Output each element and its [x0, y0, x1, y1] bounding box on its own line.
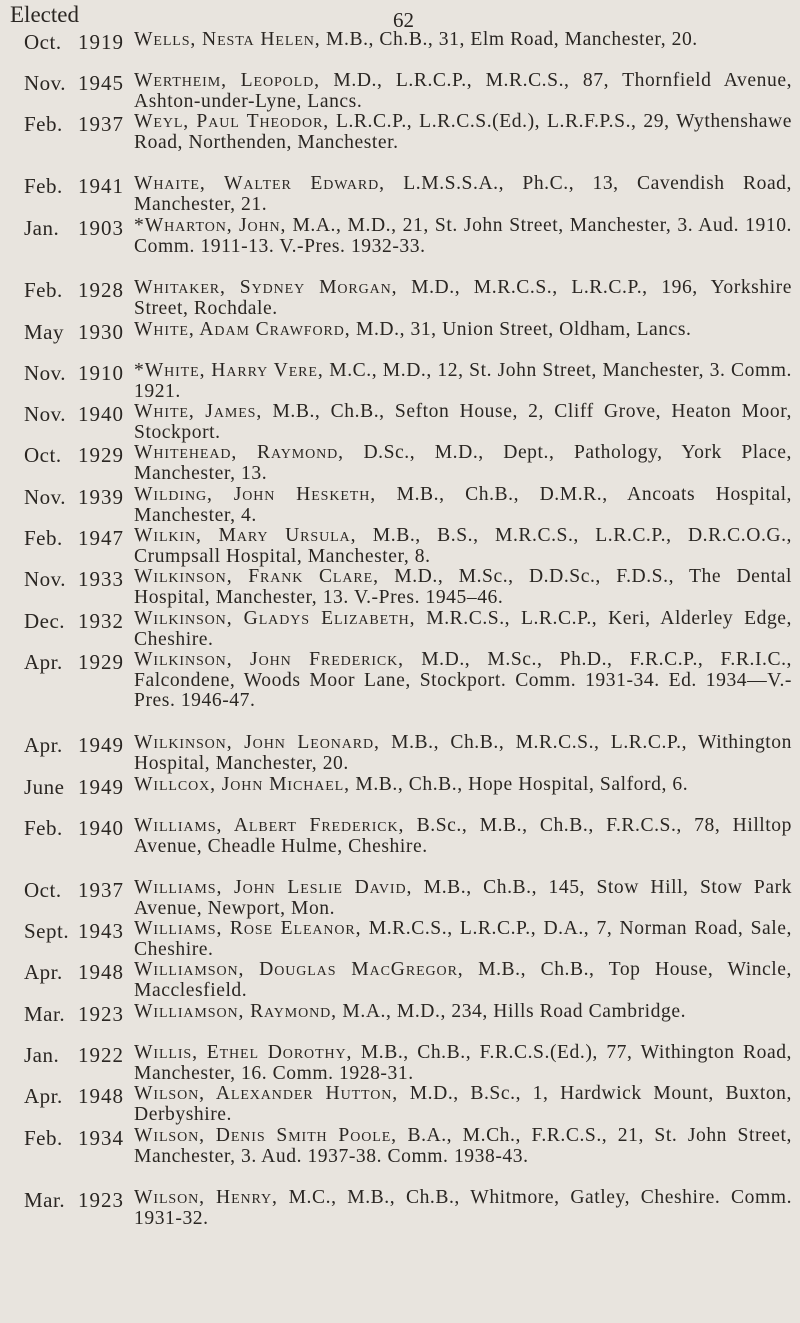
member-qualifications-address: B.Sc., M.B., Ch.B., F.R.C.S., 78, Hilltop Avenue, Cheadle Hulme, Cheshire. [134, 815, 792, 857]
elected-year: 1929 [78, 650, 124, 674]
member-qualifications-address: M.R.C.S., L.R.C.P., Keri, Alderley Edge, Cheshire. [134, 608, 792, 650]
member-details [134, 71, 792, 112]
member-name: Williams, Rose Eleanor, [134, 918, 362, 939]
elected-year: 1928 [78, 278, 124, 302]
elected-month: Nov. [24, 361, 67, 385]
elected-year: 1933 [78, 567, 124, 591]
elected-year: 1910 [78, 361, 124, 385]
member-qualifications-address: M.R.C.S., L.R.C.P., D.A., 7, Norman Road, Sale, Cheshire. [134, 918, 792, 960]
elected-year: 1939 [78, 485, 124, 509]
member-name: Williamson, Raymond, [134, 1001, 337, 1022]
member-name: Williamson, Douglas MacGregor, [134, 959, 464, 980]
member-name: Willis, Ethel Dorothy, [134, 1042, 353, 1063]
member-details [134, 567, 792, 608]
elected-month: Feb. [24, 526, 63, 550]
member-name: *Wharton, John, [134, 215, 287, 236]
elected-month: Apr. [24, 650, 63, 674]
member-name: Wells, Nesta Helen, [134, 29, 321, 50]
elected-month: Mar. [24, 1188, 66, 1212]
elected-month: Sept. [24, 919, 70, 943]
member-details [134, 485, 792, 526]
elected-year: 1934 [78, 1126, 124, 1150]
elected-year: 1923 [78, 1002, 124, 1026]
member-qualifications-address: L.M.S.S.A., Ph.C., 13, Cavendish Road, Manchester, 21. [134, 173, 792, 215]
member-details [134, 775, 792, 796]
member-name: Wilson, Alexander Hutton, [134, 1083, 399, 1104]
elected-year: 1919 [78, 30, 124, 54]
elected-year: 1945 [78, 71, 124, 95]
elected-year: 1903 [78, 216, 124, 240]
member-details [134, 919, 792, 960]
member-qualifications-address: M.B., Ch.B., F.R.C.S.(Ed.), 77, Withington Road, Manchester, 16. Comm. 1928-31. [134, 1042, 793, 1084]
elected-month: Feb. [24, 174, 63, 198]
member-name: Wilkinson, Gladys Elizabeth, [134, 608, 416, 629]
member-details [134, 1002, 792, 1023]
member-details [134, 650, 792, 712]
member-details [134, 361, 792, 402]
elected-year: 1947 [78, 526, 124, 550]
elected-year: 1943 [78, 919, 124, 943]
member-name: Wilding, John Hesketh, [134, 484, 377, 505]
member-name: Wilkin, Mary Ursula, [134, 525, 357, 546]
elected-month: Oct. [24, 878, 62, 902]
member-qualifications-address: M.A., M.D., 21, St. John Street, Manchester, 3. Aud. 1910. Comm. 1911-13. V.-Pres. 1932-33. [134, 215, 792, 257]
elected-year: 1948 [78, 960, 124, 984]
member-qualifications-address: L.R.C.P., L.R.C.S.(Ed.), L.R.F.P.S., 29, Wythenshawe Road, Northenden, Manchester. [134, 111, 792, 153]
member-name: White, Adam Crawford, [134, 319, 351, 340]
member-details [134, 878, 792, 919]
elected-year: 1937 [78, 112, 124, 136]
member-details [134, 443, 792, 484]
elected-column-heading: Elected [10, 2, 79, 27]
elected-month: Feb. [24, 112, 63, 136]
elected-month: Dec. [24, 609, 66, 633]
member-details [134, 112, 792, 153]
elected-month: Oct. [24, 30, 62, 54]
member-qualifications-address: M.C., M.D., 12, St. John Street, Manchester, 3. Comm. 1921. [134, 360, 793, 402]
elected-month: Apr. [24, 733, 63, 757]
member-name: White, James, [134, 401, 263, 422]
member-name: Wilson, Henry, [134, 1187, 278, 1208]
elected-year: 1929 [78, 443, 124, 467]
elected-year: 1948 [78, 1084, 124, 1108]
member-qualifications-address: M.B., Ch.B., M.R.C.S., L.R.C.P., Withington Hospital, Manchester, 20. [134, 732, 792, 774]
elected-year: 1930 [78, 320, 124, 344]
elected-year: 1941 [78, 174, 124, 198]
elected-month: Jan. [24, 216, 60, 240]
elected-year: 1922 [78, 1043, 124, 1067]
member-qualifications-address: M.D., M.R.C.S., L.R.C.P., 196, Yorkshire Street, Rochdale. [134, 277, 793, 319]
elected-month: May [24, 320, 64, 344]
member-name: Willcox, John Michael, [134, 774, 350, 795]
member-qualifications-address: M.B., Ch.B., 31, Elm Road, Manchester, 20. [326, 29, 698, 50]
member-qualifications-address: M.B., Ch.B., Top House, Wincle, Macclesfield. [134, 959, 792, 1001]
member-name: Weyl, Paul Theodor, [134, 111, 330, 132]
member-details [134, 174, 792, 215]
elected-month: Feb. [24, 1126, 63, 1150]
member-name: Wilkinson, John Leonard, [134, 732, 380, 753]
member-details [134, 30, 792, 51]
elected-month: Oct. [24, 443, 62, 467]
member-details [134, 216, 792, 257]
elected-year: 1949 [78, 775, 124, 799]
member-qualifications-address: M.B., Ch.B., Hope Hospital, Salford, 6. [355, 774, 689, 795]
member-name: Williams, Albert Frederick, [134, 815, 405, 836]
member-name: Wilkinson, John Frederick, [134, 649, 404, 670]
elected-month: Mar. [24, 1002, 66, 1026]
member-qualifications-address: M.D., L.R.C.P., M.R.C.S., 87, Thornfield Avenue, Ashton-under-Lyne, Lancs. [134, 70, 793, 112]
member-details [134, 526, 792, 567]
elected-month: Nov. [24, 567, 67, 591]
member-qualifications-address: B.A., M.Ch., F.R.C.S., 21, St. John Street, Manchester, 3. Aud. 1937-38. Comm. 1938-43. [134, 1125, 792, 1167]
member-name: Whitehead, Raymond, [134, 442, 344, 463]
elected-year: 1949 [78, 733, 124, 757]
member-details [134, 1043, 792, 1084]
member-details [134, 320, 792, 341]
member-name: Wilkinson, Frank Clare, [134, 566, 379, 587]
member-qualifications-address: M.B., Ch.B., 145, Stow Hill, Stow Park Avenue, Newport, Mon. [134, 877, 792, 919]
page-number: 62 [393, 8, 414, 32]
member-details [134, 1126, 792, 1167]
elected-year: 1940 [78, 816, 124, 840]
member-name: Williams, John Leslie David, [134, 877, 413, 898]
elected-year: 1932 [78, 609, 124, 633]
member-qualifications-address: M.B., Ch.B., Sefton House, 2, Cliff Grove, Heaton Moor, Stockport. [134, 401, 792, 443]
member-name: *White, Harry Vere, [134, 360, 324, 381]
member-details [134, 402, 792, 443]
member-details [134, 816, 792, 857]
elected-month: Jan. [24, 1043, 60, 1067]
member-name: Wilson, Denis Smith Poole, [134, 1125, 397, 1146]
elected-month: June [24, 775, 65, 799]
member-details [134, 1084, 792, 1125]
elected-year: 1940 [78, 402, 124, 426]
member-qualifications-address: M.D., 31, Union Street, Oldham, Lancs. [356, 319, 692, 340]
elected-month: Nov. [24, 485, 67, 509]
member-qualifications-address: M.D., M.Sc., Ph.D., F.R.C.P., F.R.I.C., Falcondene, Woods Moor Lane, Stockport. Comm. 1931-34. Ed. 1934—V.-Pres. 1946-47. [134, 649, 792, 711]
member-qualifications-address: M.B., Ch.B., D.M.R., Ancoats Hospital, Manchester, 4. [134, 484, 793, 526]
member-name: Whaite, Walter Edward, [134, 173, 385, 194]
member-qualifications-address: M.A., M.D., 234, Hills Road Cambridge. [342, 1001, 687, 1022]
member-qualifications-address: M.D., B.Sc., 1, Hardwick Mount, Buxton, Derbyshire. [134, 1083, 792, 1125]
member-details [134, 733, 792, 774]
elected-month: Nov. [24, 402, 67, 426]
elected-month: Apr. [24, 1084, 63, 1108]
elected-month: Nov. [24, 71, 67, 95]
member-details [134, 1188, 792, 1229]
elected-month: Feb. [24, 816, 63, 840]
member-qualifications-address: M.D., M.Sc., D.D.Sc., F.D.S., The Dental Hospital, Manchester, 13. V.-Pres. 1945–46. [134, 566, 793, 608]
elected-year: 1937 [78, 878, 124, 902]
member-name: Whitaker, Sydney Morgan, [134, 277, 398, 298]
member-details [134, 609, 792, 650]
member-qualifications-address: M.B., B.S., M.R.C.S., L.R.C.P., D.R.C.O.G., Crumpsall Hospital, Manchester, 8. [134, 525, 792, 567]
member-qualifications-address: D.Sc., M.D., Dept., Pathology, York Place, Manchester, 13. [134, 442, 792, 484]
elected-year: 1923 [78, 1188, 124, 1212]
elected-month: Feb. [24, 278, 63, 302]
member-details [134, 278, 792, 319]
member-name: Wertheim, Leopold, [134, 70, 320, 91]
member-details [134, 960, 792, 1001]
elected-month: Apr. [24, 960, 63, 984]
member-qualifications-address: M.C., M.B., Ch.B., Whitmore, Gatley, Cheshire. Comm. 1931-32. [134, 1187, 793, 1229]
